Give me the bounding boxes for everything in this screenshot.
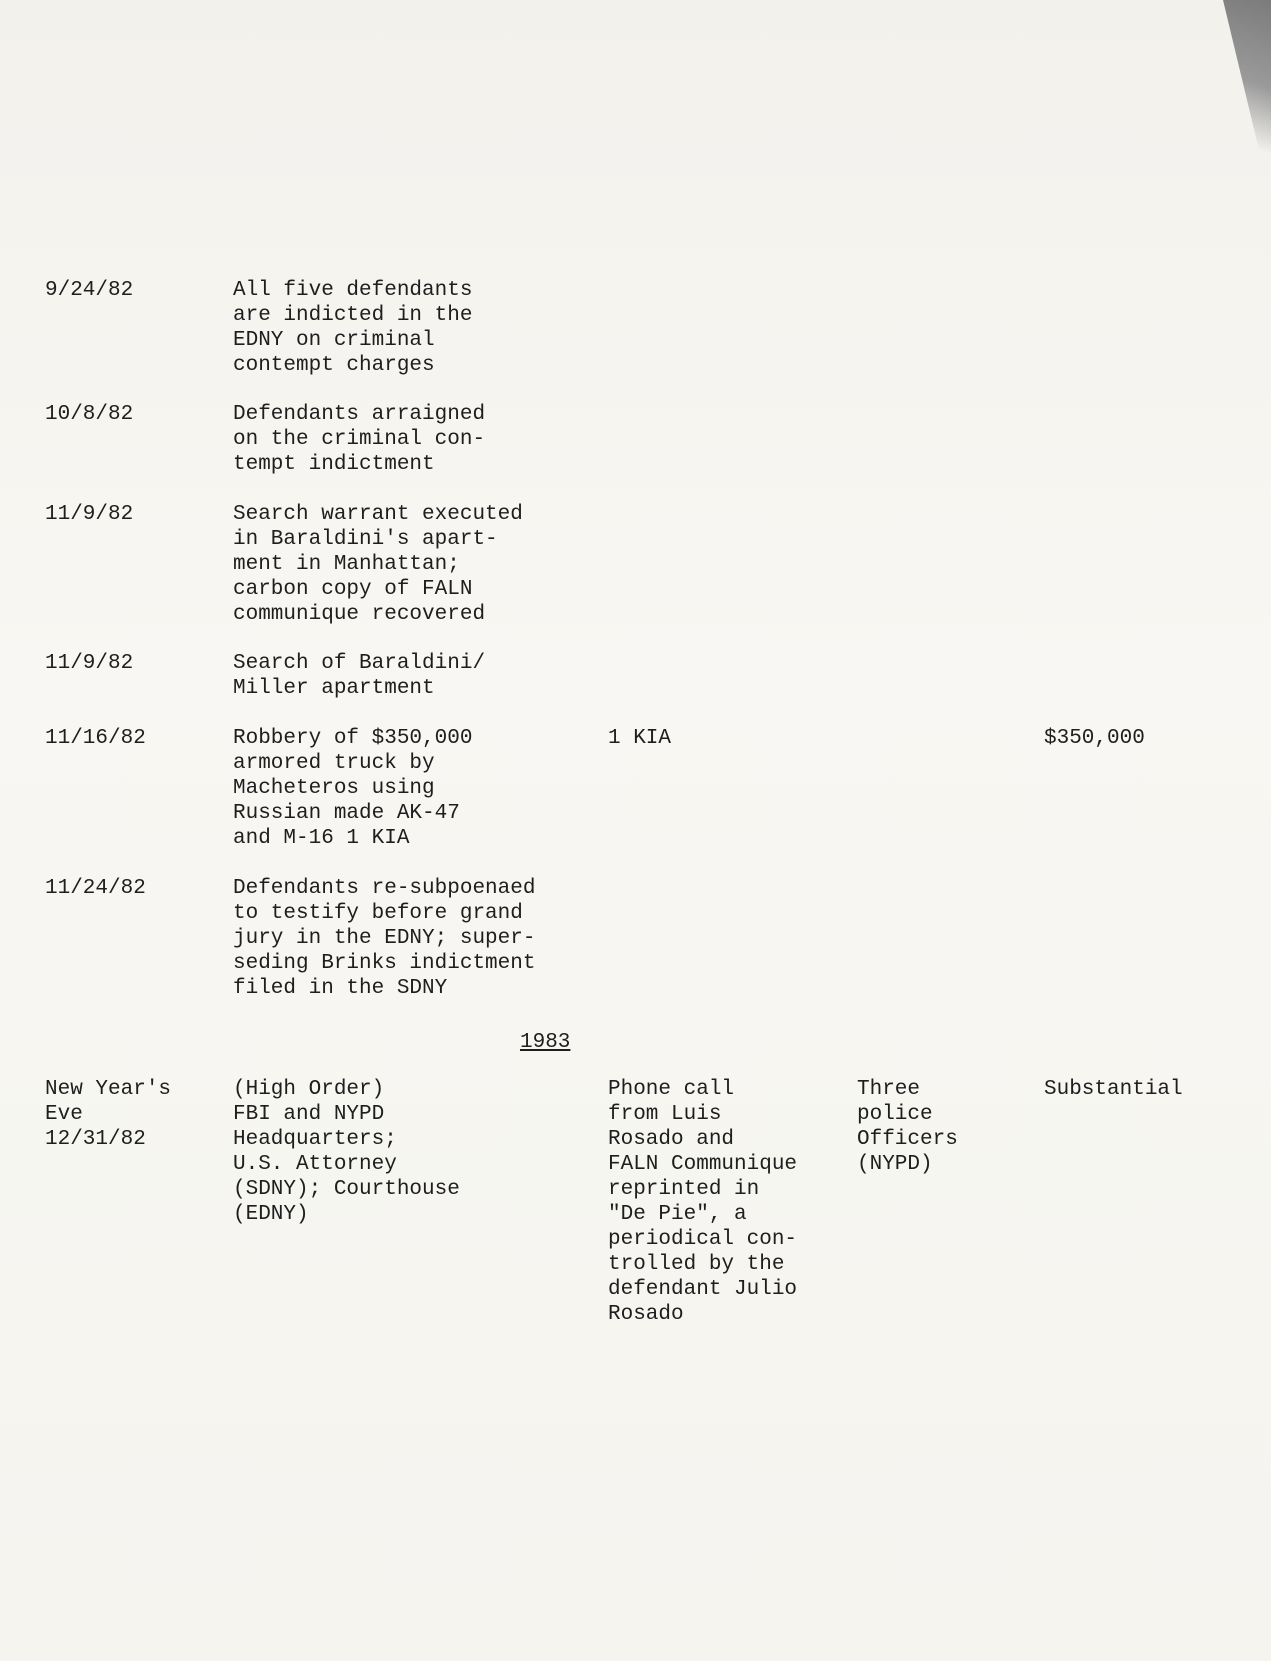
entry-date: 11/16/82: [45, 727, 146, 750]
entry-description: Search of Baraldini/ Miller apartment: [233, 652, 486, 700]
entry-casualties: 1 KIA: [608, 727, 672, 750]
entry-description: Defendants arraigned on the criminal con- tempt indictment: [233, 403, 486, 476]
page-corner-shadow: [1211, 0, 1271, 200]
entry-description: All five defendants are indicted in the EDNY on criminal contempt charges: [233, 279, 473, 377]
entry-description: (High Order) FBI and NYPD Headquarters; U.S. Attorney (SDNY); Courthouse (EDNY): [233, 1078, 460, 1226]
entry-date: 11/24/82: [45, 877, 146, 900]
year-heading: 1983: [520, 1031, 571, 1054]
entry-date: 10/8/82: [45, 403, 134, 426]
entry-damage: Substantial: [1044, 1078, 1183, 1101]
entry-claim: Phone call from Luis Rosado and FALN Communique reprinted in "De Pie", a periodical con- trolled by the defendant Julio Rosado: [608, 1078, 798, 1326]
entry-casualties: Three police Officers (NYPD): [857, 1078, 958, 1176]
entry-description: Defendants re-subpoenaed to testify before grand jury in the EDNY; super- seding Brinks indictment filed in the SDNY: [233, 877, 536, 1000]
entry-date: 9/24/82: [45, 279, 134, 302]
entry-damage: $350,000: [1044, 727, 1145, 750]
entry-date: 11/9/82: [45, 652, 134, 675]
entry-date: 11/9/82: [45, 503, 134, 526]
entry-description: Robbery of $350,000 armored truck by Macheteros using Russian made AK-47 and M-16 1 KIA: [233, 727, 473, 850]
entry-date: New Year's Eve 12/31/82: [45, 1078, 172, 1151]
entry-description: Search warrant executed in Baraldini's apart- ment in Manhattan; carbon copy of FALN communique recovered: [233, 503, 523, 626]
